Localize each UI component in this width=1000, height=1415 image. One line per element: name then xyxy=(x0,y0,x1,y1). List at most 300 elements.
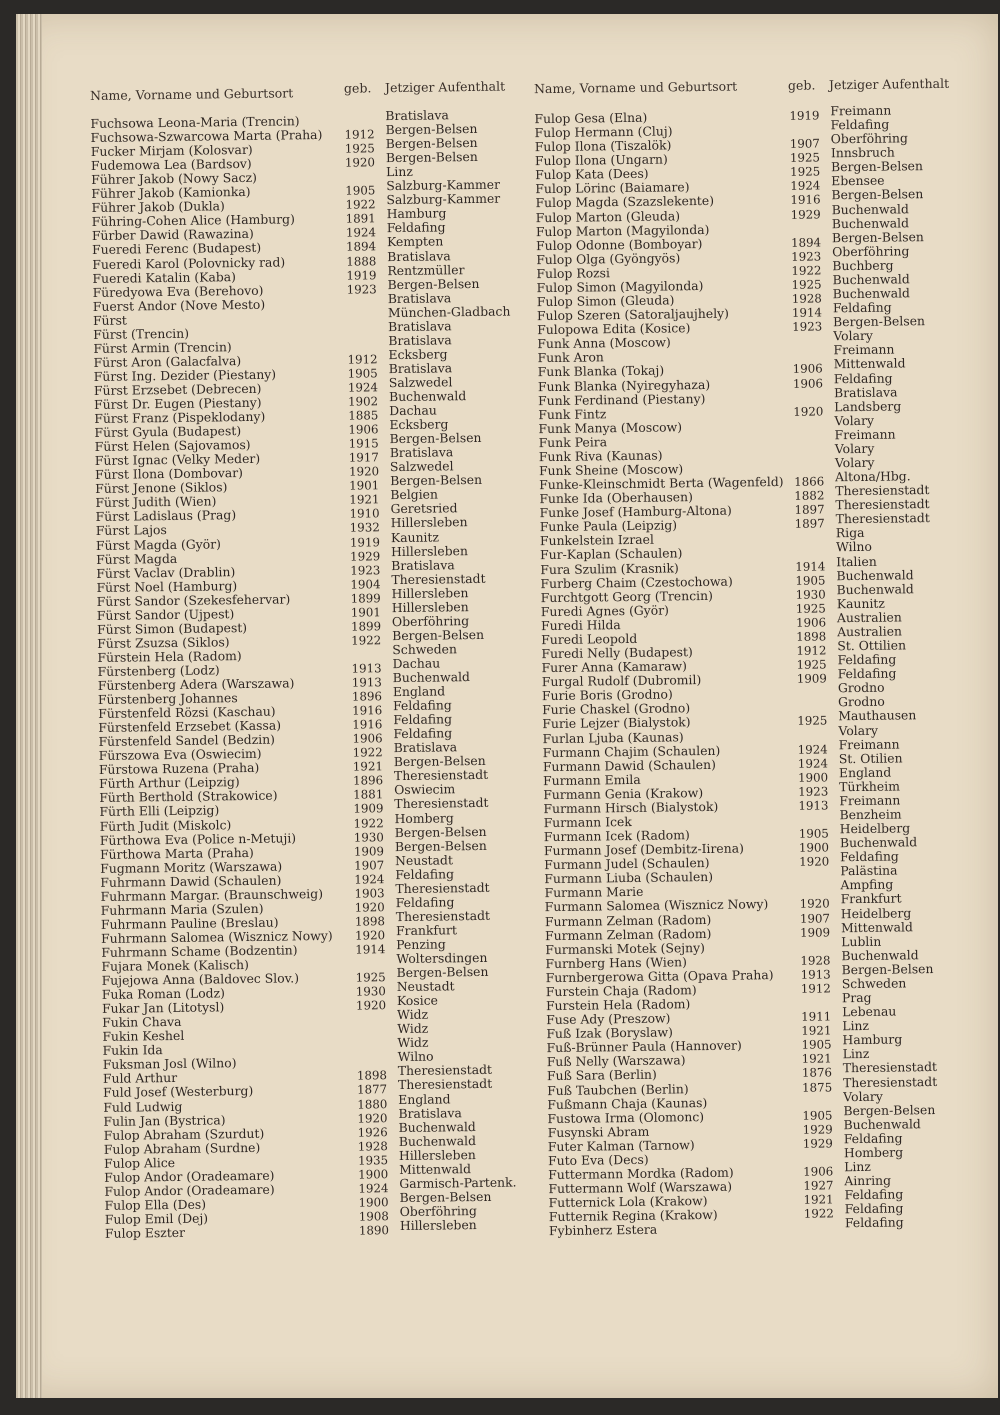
entry-residence: Widz xyxy=(397,1022,428,1036)
entry-name: Funk Fintz xyxy=(538,407,606,422)
entry-name: Fujejowa Anna (Baldovec Slov.) xyxy=(102,971,299,988)
entry-birth-year: 1923 xyxy=(350,563,380,577)
entry-name: Funk Anna (Moscow) xyxy=(537,336,671,352)
entry-name: Fuß Taubchen (Berlin) xyxy=(547,1082,689,1098)
entry-birth-year: 1907 xyxy=(800,911,830,925)
entry-residence: Feldafing xyxy=(830,118,889,133)
entry-name: Fürst Jenone (Siklos) xyxy=(95,481,227,497)
entry-birth-year: 1907 xyxy=(354,858,384,872)
entry-name: Fukar Jan (Litotysl) xyxy=(102,1000,224,1016)
entry-birth-year: 1920 xyxy=(345,155,375,169)
entry-birth-year: 1906 xyxy=(796,615,826,629)
entry-name: Funk Aron xyxy=(537,351,604,366)
entry-birth-year: 1900 xyxy=(799,841,829,855)
header-residence: Jetziger Aufenthalt xyxy=(829,76,949,93)
entry-residence: Freimann xyxy=(830,104,891,119)
entry-birth-year: 1907 xyxy=(790,137,820,151)
entry-name: Furstein Chaja (Radom) xyxy=(546,983,697,999)
entry-name: Fürst (Trencin) xyxy=(93,326,189,341)
entry-name: Furer Anna (Kamaraw) xyxy=(542,659,687,675)
entry-residence: Italien xyxy=(836,554,877,569)
entry-birth-year: 1899 xyxy=(351,591,381,605)
entry-residence: Grodno xyxy=(838,681,885,696)
entry-birth-year: 1888 xyxy=(346,254,376,268)
entry-residence: Theresienstadt xyxy=(394,796,488,811)
entry-residence: Volary xyxy=(843,1089,883,1104)
entry-name: Furmann Judel (Schaulen) xyxy=(544,856,710,872)
entry-residence: Grodno xyxy=(838,695,885,710)
entry-birth-year: 1904 xyxy=(350,577,380,591)
entry-birth-year: 1898 xyxy=(355,914,385,928)
entry-residence: Theresienstadt xyxy=(398,1077,492,1092)
entry-residence: Freimann xyxy=(833,343,894,358)
entry-name: Fur-Kaplan (Schaulen) xyxy=(540,547,682,563)
entry-name: Fulop Ella (Des) xyxy=(105,1197,207,1212)
entry-birth-year: 1905 xyxy=(345,184,375,198)
entry-birth-year: 1922 xyxy=(353,745,383,759)
entry-name: Funk Blanka (Tokaj) xyxy=(538,364,665,380)
entry-residence: Freimann xyxy=(839,793,900,808)
entry-name: Funk Ferdinand (Piestany) xyxy=(538,392,705,408)
entry-residence: Bergen-Belsen xyxy=(390,473,482,488)
entry-residence: Bergen-Belsen xyxy=(395,838,487,853)
entry-name: Fürstenfeld Sandel (Bedzin) xyxy=(98,733,275,749)
entry-residence: Frankfurt xyxy=(841,892,902,907)
entry-name: Furmann Genia (Krakow) xyxy=(543,786,703,802)
entry-birth-year: 1909 xyxy=(800,925,830,939)
entry-name: Furie Lejzer (Bialystok) xyxy=(542,716,690,732)
entry-residence: Schweden xyxy=(392,642,457,657)
entry-residence: Bratislava xyxy=(387,249,451,264)
entry-residence: Kaunitz xyxy=(391,530,439,545)
header-residence: Jetziger Aufenthalt xyxy=(385,79,505,96)
entry-residence: Belgien xyxy=(390,488,438,503)
entry-residence: Mittenwald xyxy=(399,1162,471,1177)
entry-birth-year: 1921 xyxy=(801,1024,831,1038)
entry-birth-year: 1899 xyxy=(351,619,381,633)
entry-birth-year: 1913 xyxy=(352,675,382,689)
entry-name: Fürth Judit (Miskolc) xyxy=(100,818,232,834)
entry-residence: Bergen-Belsen xyxy=(833,314,925,329)
entry-birth-year: 1925 xyxy=(790,165,820,179)
entry-name: Futtermann Wolf (Warszawa) xyxy=(548,1180,732,1196)
entry-residence: Salzburg-Kammer xyxy=(386,192,500,207)
entry-birth-year: 1922 xyxy=(791,263,821,277)
entry-name: Fürstein Hela (Radom) xyxy=(97,649,241,665)
entry-birth-year: 1916 xyxy=(790,193,820,207)
entry-name: Furmann Zelman (Radom) xyxy=(545,912,711,928)
entry-residence: Bergen-Belsen xyxy=(386,136,478,151)
entry-residence: Bergen-Belsen xyxy=(386,150,478,165)
entry-residence: Geretsried xyxy=(390,502,457,517)
entry-birth-year: 1906 xyxy=(793,376,823,390)
entry-name: Fuhrmann Maria (Szulen) xyxy=(101,902,264,918)
entry-residence: Heidelberg xyxy=(840,821,911,836)
entry-name: Fürstenfeld Rözsi (Kaschau) xyxy=(98,705,276,721)
entry-residence: Bratislava xyxy=(390,445,454,460)
entry-residence: Garmisch-Partenk. xyxy=(399,1175,516,1191)
entry-residence: Buchenwald xyxy=(844,1117,921,1132)
entry-residence: Neustadt xyxy=(397,979,455,994)
entry-birth-year: 1923 xyxy=(798,784,828,798)
entry-birth-year: 1922 xyxy=(804,1207,834,1221)
entry-name: Fürst Judith (Wien) xyxy=(95,495,216,511)
entry-name: Furedi Hilda xyxy=(541,618,621,633)
entry-residence: England xyxy=(398,1092,450,1107)
entry-residence: Bergen-Belsen xyxy=(831,159,923,174)
entry-residence: Freimann xyxy=(834,427,895,442)
entry-birth-year: 1920 xyxy=(355,900,385,914)
entry-name: Fulop Hermann (Cluj) xyxy=(535,124,673,140)
entry-name: Fuld Arthur xyxy=(103,1071,177,1086)
entry-birth-year: 1908 xyxy=(359,1209,389,1223)
entry-birth-year: 1929 xyxy=(803,1136,833,1150)
entry-residence: Buchenwald xyxy=(841,948,918,963)
entry-birth-year: 1902 xyxy=(348,394,378,408)
entry-residence: Oberföhring xyxy=(400,1204,477,1219)
entry-name: Fuß Sara (Berlin) xyxy=(547,1068,657,1083)
entry-birth-year: 1891 xyxy=(346,212,376,226)
entry-name: Fürst Magda (Györ) xyxy=(96,537,221,553)
entry-residence: Landsberg xyxy=(834,399,901,414)
entry-residence: Lebenau xyxy=(842,1005,896,1020)
entry-birth-year: 1903 xyxy=(354,886,384,900)
entry-name: Fürst Ignac (Velky Meder) xyxy=(95,452,260,468)
entry-residence: Bergen-Belsen xyxy=(395,824,487,839)
header-born: geb. xyxy=(344,80,372,95)
entry-name: Fuhrmann Schame (Bodzentin) xyxy=(101,943,297,960)
entry-residence: Bergen-Belsen xyxy=(831,188,923,203)
entry-birth-year: 1920 xyxy=(800,897,830,911)
entry-residence: Lublin xyxy=(841,934,881,949)
entry-name: Fulop Szeren (Satoraljaujhely) xyxy=(537,307,729,324)
entry-residence: Volary xyxy=(835,442,875,457)
entry-name: Fudemowa Lea (Bardsov) xyxy=(91,157,252,173)
entry-residence: Dachau xyxy=(392,656,440,671)
entry-birth-year: 1924 xyxy=(346,226,376,240)
entry-name: Fueredi Katalin (Kaba) xyxy=(92,270,236,286)
entry-name: Fürszowa Eva (Oswiecim) xyxy=(99,747,262,763)
header-born: geb. xyxy=(788,78,816,93)
entry-residence: Australien xyxy=(837,624,902,639)
entry-birth-year: 1914 xyxy=(795,559,825,573)
entry-residence: Bratislava xyxy=(834,385,898,400)
entry-residence: Hillersleben xyxy=(391,516,468,531)
entry-name: Fulop Simon (Magyilonda) xyxy=(537,279,704,295)
entry-residence: Freimann xyxy=(839,737,900,752)
entry-residence: Mauthausen xyxy=(838,709,916,724)
entry-name: Fürstenberg Adera (Warszawa) xyxy=(98,676,295,693)
entry-name: Führer Jakob (Dukla) xyxy=(91,200,224,216)
entry-birth-year: 1906 xyxy=(793,362,823,376)
entry-residence: Feldafing xyxy=(833,301,892,316)
entry-residence: Mittenwald xyxy=(841,920,913,935)
entry-name: Fuld Ludwig xyxy=(103,1099,182,1114)
entry-residence: Hamburg xyxy=(387,207,447,222)
entry-birth-year: 1930 xyxy=(354,830,384,844)
entry-name: Furgal Rudolf (Dubromil) xyxy=(542,673,702,689)
entry-birth-year: 1905 xyxy=(799,826,829,840)
entry-residence: Theresienstadt xyxy=(843,1060,937,1075)
entry-birth-year: 1928 xyxy=(358,1139,388,1153)
entry-birth-year: 1920 xyxy=(793,404,823,418)
entry-birth-year: 1900 xyxy=(798,770,828,784)
entry-residence: Linz xyxy=(386,165,413,179)
entry-residence: Oberföhring xyxy=(831,131,908,146)
entry-residence: Kosice xyxy=(397,994,438,1009)
entry-residence: Schweden xyxy=(842,976,907,991)
entry-residence: Feldafing xyxy=(396,895,455,910)
entry-name: Fuchsowa Leona-Maria (Trencin) xyxy=(90,114,299,131)
entry-name: Fulop Rozsi xyxy=(536,266,610,281)
entry-name: Fürth Arthur (Leipzig) xyxy=(99,775,240,791)
entry-birth-year: 1909 xyxy=(797,672,827,686)
entry-name: Fürst Ing. Dezider (Piestany) xyxy=(94,367,277,383)
entry-residence: Hillersleben xyxy=(399,1148,476,1163)
entry-residence: Linz xyxy=(843,1047,870,1061)
entry-birth-year: 1929 xyxy=(791,207,821,221)
entry-residence: Widz xyxy=(397,1036,428,1050)
entry-birth-year: 1919 xyxy=(346,268,376,282)
entry-name: Fürst Aron (Galacfalva) xyxy=(93,354,241,370)
entry-birth-year: 1926 xyxy=(358,1125,388,1139)
entry-name: Fulop Magda (Szazslekente) xyxy=(535,194,714,210)
entry-birth-year: 1924 xyxy=(348,380,378,394)
entry-name: Furberg Chaim (Czestochowa) xyxy=(540,574,732,591)
entry-name: Furmann Icek (Radom) xyxy=(544,828,690,844)
entry-birth-year: 1890 xyxy=(359,1223,389,1237)
entry-name: Fuchsowa-Szwarcowa Marta (Praha) xyxy=(91,128,323,145)
entry-name: Furmann Zelman (Radom) xyxy=(545,927,711,943)
entry-residence: Feldafing xyxy=(393,712,452,727)
entry-name: Furmann Josef (Dembitz-Iirena) xyxy=(544,842,744,859)
entry-name: Fürstenberg Johannes xyxy=(98,691,238,707)
entry-residence: Volary xyxy=(835,456,875,471)
entry-birth-year: 1920 xyxy=(799,855,829,869)
entry-residence: Bergen-Belsen xyxy=(390,431,482,446)
entry-residence: Hillersleben xyxy=(392,600,469,615)
entry-name: Fürth Elli (Leipzig) xyxy=(99,804,219,820)
entry-name: Furnbergerowa Gitta (Opava Praha) xyxy=(546,968,774,985)
entry-name: Füredyowa Eva (Berehovo) xyxy=(93,283,264,299)
entry-name: Fuerst Andor (Nove Mesto) xyxy=(93,297,266,313)
entry-birth-year: 1866 xyxy=(794,475,824,489)
entry-name: Funke Paula (Leipzig) xyxy=(540,519,677,535)
entry-name: Fujara Monek (Kalisch) xyxy=(101,958,249,974)
entry-birth-year: 1898 xyxy=(796,629,826,643)
entry-name: Fürstowa Ruzena (Praha) xyxy=(99,761,260,777)
entry-birth-year: 1920 xyxy=(356,998,386,1012)
entry-birth-year: 1912 xyxy=(347,352,377,366)
entry-name: Führing-Cohen Alice (Hamburg) xyxy=(92,213,295,230)
entry-name: Funke Josef (Hamburg-Altona) xyxy=(539,504,731,521)
entry-name: Fürst Sandor (Ujpest) xyxy=(97,607,235,623)
entry-name: Führer Jakob (Nowy Sacz) xyxy=(91,171,257,187)
entry-name: Fulop Gesa (Elna) xyxy=(534,111,647,126)
entry-birth-year: 1925 xyxy=(345,141,375,155)
entry-name: Fürst Magda xyxy=(96,551,177,566)
entry-residence: Volary xyxy=(834,414,874,429)
header-name: Name, Vorname und Geburtsort xyxy=(534,79,737,97)
entry-birth-year: 1915 xyxy=(349,436,379,450)
entry-residence: Buchenwald xyxy=(399,1120,476,1135)
entry-name: Funk Blanka (Nyiregyhaza) xyxy=(538,377,710,393)
entry-residence: Feldafing xyxy=(395,867,454,882)
entry-birth-year: 1927 xyxy=(803,1178,833,1192)
entry-residence: Hillersleben xyxy=(391,544,468,559)
entry-name: Fürst Zsuzsa (Siklos) xyxy=(97,635,230,651)
entry-residence: Theresienstadt xyxy=(843,1075,937,1090)
entry-birth-year: 1920 xyxy=(349,464,379,478)
entry-residence: Feldafing xyxy=(844,1131,903,1146)
entry-name: Fürth Berthold (Strakowice) xyxy=(99,789,277,805)
entry-residence: Salzburg-Kammer xyxy=(386,178,500,193)
entry-name: Futer Kalman (Tarnow) xyxy=(548,1138,695,1154)
entry-name: Furedi Agnes (Györ) xyxy=(541,603,669,619)
entry-birth-year: 1896 xyxy=(353,774,383,788)
entry-residence: Dachau xyxy=(389,404,437,419)
entry-name: Furlan Ljuba (Kaunas) xyxy=(542,730,683,746)
entry-birth-year: 1922 xyxy=(354,816,384,830)
entry-residence: Woltersdingen xyxy=(396,951,487,966)
entry-name: Fuß Izak (Boryslaw) xyxy=(546,1026,673,1042)
entry-name: Furmann Chajim (Schaulen) xyxy=(543,743,721,759)
entry-residence: Mittenwald xyxy=(834,357,906,372)
entry-residence: Theresienstadt xyxy=(835,483,929,498)
entry-birth-year: 1925 xyxy=(796,601,826,615)
entry-birth-year: 1914 xyxy=(355,942,385,956)
entry-birth-year: 1916 xyxy=(352,717,382,731)
entry-name: Fugmann Moritz (Warszawa) xyxy=(100,859,282,875)
entry-name: Furmann Dawid (Schaulen) xyxy=(543,758,716,774)
entry-name: Fulop Ilona (Ungarn) xyxy=(535,153,668,169)
entry-birth-year: 1897 xyxy=(794,503,824,517)
entry-residence: Volary xyxy=(833,329,873,344)
entry-name: Fürst Franz (Pispeklodany) xyxy=(94,410,265,426)
entry-name: Fulop Lörinc (Baiamare) xyxy=(535,181,689,197)
entry-residence: Linz xyxy=(844,1160,871,1174)
entry-birth-year: 1896 xyxy=(352,689,382,703)
entry-name: Fürstenfeld Erzsebet (Kassa) xyxy=(98,719,281,735)
entry-residence: Linz xyxy=(842,1019,869,1033)
entry-name: Fuhrmann Pauline (Breslau) xyxy=(101,915,279,931)
entry-name: Fuhrmann Margar. (Braunschweig) xyxy=(100,887,323,904)
entry-name: Führer Jakob (Kamionka) xyxy=(91,185,250,201)
entry-birth-year: 1881 xyxy=(353,788,383,802)
entry-residence: Feldafing xyxy=(838,667,897,682)
entry-residence: Türkheim xyxy=(839,779,900,794)
entry-birth-year: 1924 xyxy=(358,1181,388,1195)
entry-name: Fukin Chava xyxy=(102,1015,181,1030)
entry-name: Fura Szulim (Krasnik) xyxy=(540,561,679,577)
entry-birth-year: 1912 xyxy=(345,127,375,141)
entry-birth-year: 1885 xyxy=(348,408,378,422)
entry-name: Fürst Ilona (Dombovar) xyxy=(95,466,243,482)
entry-birth-year: 1913 xyxy=(801,967,831,981)
entry-birth-year: 1906 xyxy=(352,731,382,745)
entry-name: Furstein Hela (Radom) xyxy=(546,997,690,1013)
entry-name: Fucker Mirjam (Kolosvar) xyxy=(91,143,253,159)
entry-birth-year: 1898 xyxy=(357,1069,387,1083)
entry-residence: Feldafing xyxy=(393,698,452,713)
entry-residence: Ebensee xyxy=(831,174,885,189)
entry-birth-year: 1929 xyxy=(803,1122,833,1136)
entry-name: Fürst Ladislaus (Prag) xyxy=(96,509,237,525)
entry-birth-year: 1905 xyxy=(802,1108,832,1122)
entry-name: Funke-Kleinschmidt Berta (Wagenfeld) xyxy=(539,475,784,492)
entry-residence: Theresienstadt xyxy=(395,881,489,896)
entry-name: Fürst xyxy=(93,313,127,327)
entry-residence: Homberg xyxy=(844,1145,903,1160)
entry-birth-year: 1911 xyxy=(801,1009,831,1023)
entry-residence: Theresienstadt xyxy=(394,768,488,783)
entry-name: Fürst Sandor (Szekesfehervar) xyxy=(97,592,291,609)
entry-name: Futtermann Mordka (Radom) xyxy=(548,1166,734,1182)
entry-birth-year: 1924 xyxy=(790,179,820,193)
entry-residence: Buchenwald xyxy=(833,286,910,301)
entry-name: Furie Chaskel (Grodno) xyxy=(542,702,690,718)
entry-birth-year: 1919 xyxy=(350,535,380,549)
entry-residence: Feldafing xyxy=(837,653,896,668)
entry-residence: Hillersleben xyxy=(392,586,469,601)
entry-name: Futternick Lola (Krakow) xyxy=(549,1194,708,1210)
entry-birth-year: 1906 xyxy=(348,422,378,436)
entry-name: Fuhrmann Dawid (Schaulen) xyxy=(100,873,281,889)
entry-birth-year: 1920 xyxy=(355,928,385,942)
entry-residence: Riga xyxy=(836,526,865,540)
entry-residence: Feldafing xyxy=(845,1216,904,1231)
entry-residence: Kempten xyxy=(387,235,443,250)
entry-name: Funk Sheine (Moscow) xyxy=(539,462,683,478)
entry-residence: Heidelberg xyxy=(841,906,912,921)
entry-name: Furmanski Motek (Sejny) xyxy=(545,941,705,957)
entry-residence: Buchenwald xyxy=(832,202,909,217)
entry-residence: Volary xyxy=(838,723,878,738)
entry-birth-year: 1922 xyxy=(345,198,375,212)
entry-residence: Salzwedel xyxy=(390,460,454,475)
entry-residence: Bergen-Belsen xyxy=(387,277,479,292)
entry-birth-year: 1877 xyxy=(357,1083,387,1097)
entry-name: Fulop Emil (Dej) xyxy=(105,1211,208,1226)
entry-residence: England xyxy=(393,684,445,699)
entry-residence: Theresienstadt xyxy=(398,1063,492,1078)
entry-residence: Widz xyxy=(397,1008,428,1022)
entry-name: Fuß Nelly (Warszawa) xyxy=(547,1054,686,1070)
entry-residence: Ainring xyxy=(844,1174,891,1189)
entry-name: Furedi Nelly (Budapest) xyxy=(541,645,693,661)
entry-residence: Palästina xyxy=(840,864,897,879)
entry-name: Fürthowa Eva (Police n-Metuji) xyxy=(100,831,296,848)
entry-birth-year: 1921 xyxy=(349,493,379,507)
entry-name: Fulop Odonne (Bomboyar) xyxy=(536,237,703,253)
entry-residence: Buchenwald xyxy=(840,835,917,850)
entry-birth-year: 1920 xyxy=(357,1111,387,1125)
entry-birth-year: 1912 xyxy=(801,981,831,995)
entry-residence: Theresienstadt xyxy=(391,572,485,587)
entry-residence: Ampfing xyxy=(840,878,893,893)
entry-birth-year: 1897 xyxy=(795,517,825,531)
entry-residence: Bratislava xyxy=(388,333,452,348)
entry-name: Fuka Roman (Lodz) xyxy=(102,986,225,1002)
entry-name: Fuhrmann Salomea (Wisznicz Nowy) xyxy=(101,929,333,946)
entry-residence: Oberföhring xyxy=(832,244,909,259)
entry-name: Fulop Marton (Magyilonda) xyxy=(536,223,710,239)
entry-birth-year: 1922 xyxy=(351,633,381,647)
entry-residence: Feldafing xyxy=(387,221,446,236)
entry-birth-year: 1925 xyxy=(356,970,386,984)
entry-residence: Theresienstadt xyxy=(836,511,930,526)
entry-birth-year: 1894 xyxy=(791,235,821,249)
